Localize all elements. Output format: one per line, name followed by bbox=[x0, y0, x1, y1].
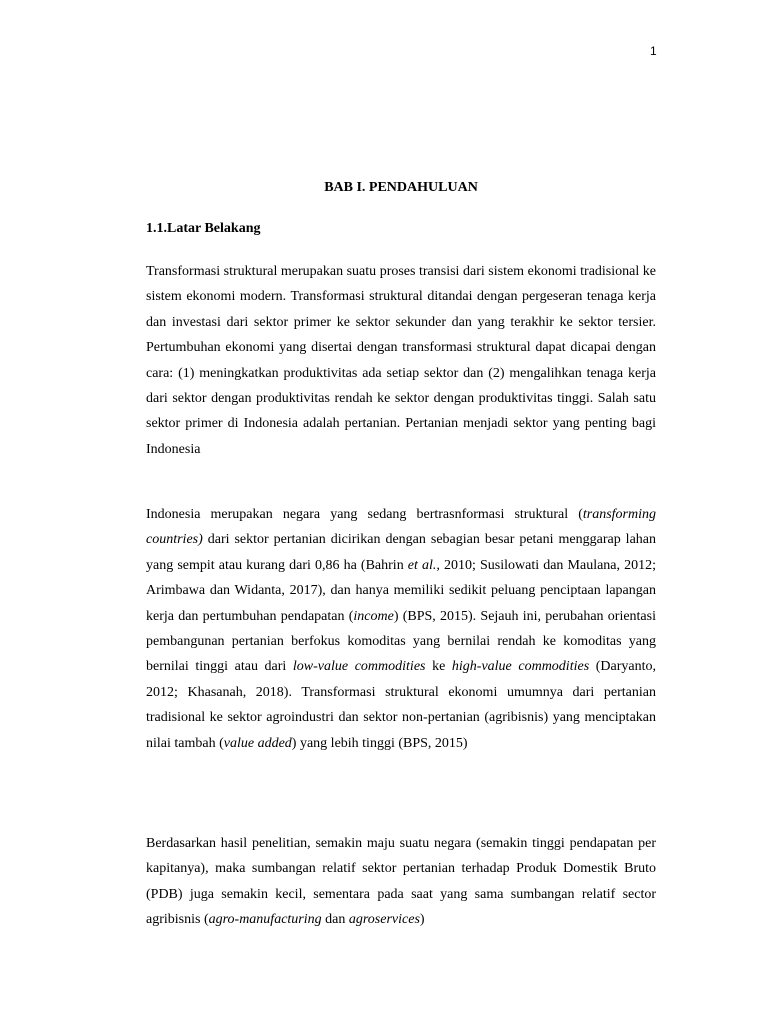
italic-run: agroservices bbox=[348, 912, 420, 928]
text-run: (Daryanto, 2012; Khasanah, 2018). Transformasi struktural ekonomi umumnya dari pertanian tradisional ke sektor agroindustri dan sektor non-pertanian (agribisnis) yang menciptakan nilai tambah ( bbox=[146, 659, 656, 751]
italic-run: agro-manufacturing bbox=[208, 912, 322, 928]
italic-run: low-value commodities bbox=[292, 659, 426, 675]
paragraph-2 bbox=[146, 502, 656, 756]
text-run: ) (BPS, 2015). Sejauh ini, perubahan orientasi pembangunan pertanian berfokus komoditas yang bernilai rendah ke komoditas yang bernilai tinggi atau dari bbox=[146, 608, 656, 675]
page-number: 1 bbox=[650, 44, 657, 58]
text-run: Berdasarkan hasil penelitian, semakin maju suatu negara (semakin tinggi pendapatan per kapitanya), maka sumbangan relatif sektor pertanian terhadap Produk Domestik Bruto (PDB) juga semakin kecil, sementara pada saat yang sama sumbangan relatif sector agribisnis ( bbox=[146, 836, 656, 928]
text-run: 2010; Susilowati dan Maulana, 2012; Arimbawa dan Widanta, 2017), dan hanya memiliki sedikit peluang penciptaan lapangan kerja dan pertumbuhan pendapatan ( bbox=[146, 557, 657, 624]
section-heading: 1.1.Latar Belakang bbox=[146, 221, 261, 236]
text-run: dan bbox=[321, 912, 349, 928]
text-run: Indonesia merupakan negara yang sedang bertrasnformasi struktural ( bbox=[146, 507, 583, 522]
paragraph-1-text: Transformasi struktural merupakan suatu proses transisi dari sistem ekonomi tradisional ke sistem ekonomi modern. Transformasi struktural ditandai dengan pergeseran tenaga kerja dan investasi dari sektor primer ke sektor sekunder dan yang terakhir ke sektor tersier. Pertumbuhan ekonomi yang disertai dengan transformasi struktural dapat dicapai dengan cara: (1) meningkatkan produktivitas ada setiap sektor dan (2) mengalihkan tenaga kerja dari sektor dengan produktivitas rendah ke sektor dengan produktivitas tinggi. Salah satu sektor primer di Indonesia adalah pertanian. Pertanian menjadi sektor yang penting bagi Indonesia bbox=[146, 264, 656, 457]
text-run: ) bbox=[419, 912, 425, 928]
text-run: ) yang lebih tinggi (BPS, 2015) bbox=[291, 735, 468, 751]
italic-run: transforming countries) bbox=[146, 507, 656, 548]
italic-run: value added bbox=[223, 735, 292, 751]
italic-run: high-value commodities bbox=[451, 659, 590, 675]
paragraph-1 bbox=[146, 259, 656, 462]
text-run: dari sektor pertanian dicirikan dengan sebagian besar petani menggarap lahan yang sempit atau kurang dari 0,86 ha (Bahrin bbox=[146, 532, 656, 573]
chapter-title: BAB I. PENDAHULUAN bbox=[324, 180, 478, 195]
text-run: ke bbox=[425, 659, 452, 675]
italic-run: et al., bbox=[407, 557, 440, 573]
italic-run: income bbox=[353, 608, 394, 624]
paragraph-3 bbox=[146, 831, 656, 933]
